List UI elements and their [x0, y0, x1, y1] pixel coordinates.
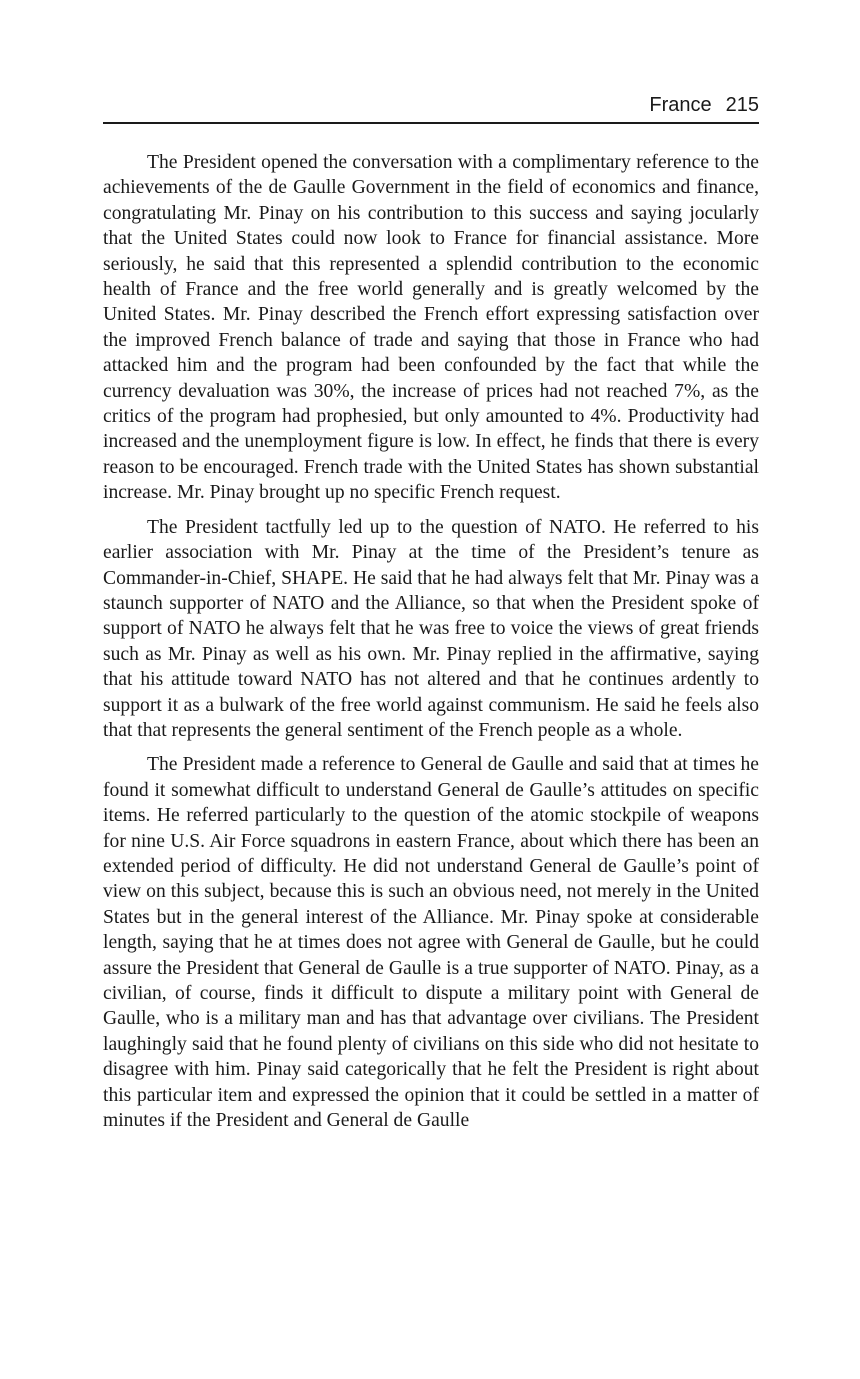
body-text: [103, 150, 759, 1133]
paragraph-2: The President tactfully led up to the question of NATO. He referred to his earlier association with Mr. Pinay at the time of the President’s tenure as Commander-in-Chief, SHAPE. He said that he had always felt that Mr. Pinay was a staunch supporter of NATO and the Alliance, so that when the President spoke of support of NATO he always felt that he was free to voice the views of great friends such as Mr. Pinay as well as his own. Mr. Pinay replied in the affirmative, saying that his attitude toward NATO has not altered and that he continues ardently to support it as a bulwark of the free world against communism. He said he feels also that that represents the general sentiment of the French people as a whole.: [103, 516, 759, 741]
page-number: 215: [725, 94, 759, 116]
document-page: [103, 92, 759, 1142]
paragraph-3: The President made a reference to General de Gaulle and said that at times he found it somewhat difficult to understand General de Gaulle’s attitudes on specific items. He referred particularly to the question of the atomic stockpile of weapons for nine U.S. Air Force squadrons in eastern France, about which there has been an extended period of difficulty. He did not understand General de Gaulle’s point of view on this subject, because this is such an obvious need, not merely in the United States but in the general interest of the Alliance. Mr. Pinay spoke at considerable length, saying that he at times does not agree with General de Gaulle, but he could assure the President that General de Gaulle is a true supporter of NATO. Pinay, as a civilian, of course, finds it difficult to dispute a military point with General de Gaulle, who is a military man and has that advantage over civilians. The President laughingly said that he found plenty of civilians on this side who did not hesitate to disagree with him. Pinay said categorically that he felt the President is right about this particular item and expressed the opinion that it could be settled in a matter of minutes if the President and General de Gaulle: [103, 754, 759, 1132]
running-head-section: France: [649, 94, 712, 116]
paragraph-1: The President opened the conversation with a complimentary reference to the achievements of the de Gaulle Government in the field of economics and finance, congratulating Mr. Pinay on his contribution to this success and saying jocularly that the United States could now look to France for financial assistance. More seriously, he said that this represented a splendid contribution to the economic health of France and the free world generally and is greatly welcomed by the United States. Mr. Pinay described the French effort expressing satisfaction over the improved French balance of trade and saying that those in France who had attacked him and the program had been confounded by the fact that while the currency devaluation was 30%, the increase of prices had not reached 7%, as the critics of the program had prophesied, but only amounted to 4%. Productivity had increased and the unemployment figure is low. In effect, he finds that there is every reason to be encouraged. French trade with the United States has shown substantial increase. Mr. Pinay brought up no specific French request.: [103, 152, 759, 504]
running-header: [103, 92, 759, 124]
